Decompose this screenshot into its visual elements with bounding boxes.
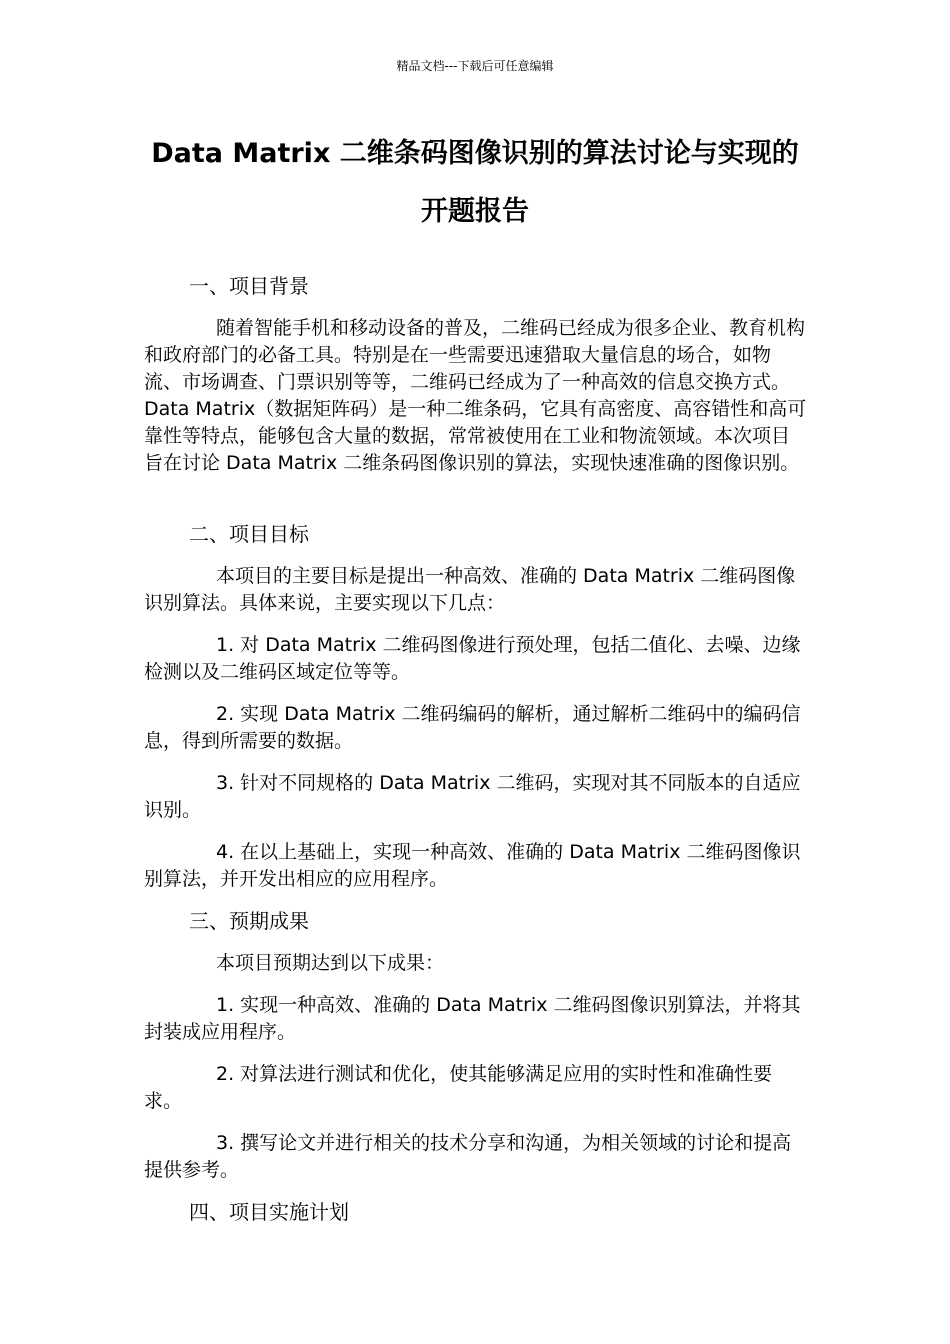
list-item-objective-3: 3. 针对不同规格的 Data Matrix 二维码，实现对其不同版本的自适应识别。 [144,772,801,821]
list-item-objective-4: 4. 在以上基础上，实现一种高效、准确的 Data Matrix 二维码图像识别算法，并开发出相应的应用程序。 [144,841,801,890]
list-item-result-1: 1. 实现一种高效、准确的 Data Matrix 二维码图像识别算法，并将其封装成应用程序。 [144,994,801,1043]
paragraph-objectives-intro: 本项目的主要目标是提出一种高效、准确的 Data Matrix 二维码图像识别算法。具体来说，主要实现以下几点： [144,565,796,614]
page-header-note: 精品文档---下载后可任意编辑 [396,59,554,73]
list-item-result-3: 3. 撰写论文并进行相关的技术分享和沟通，为相关领域的讨论和提高提供参考。 [144,1132,792,1181]
list-item-result-2: 2. 对算法进行测试和优化，使其能够满足应用的实时性和准确性要求。 [144,1063,773,1112]
section-heading-background: 一、项目背景 [189,274,309,298]
section-heading-implementation-plan: 四、项目实施计划 [189,1200,349,1224]
list-item-objective-1: 1. 对 Data Matrix 二维码图像进行预处理，包括二值化、去噪、边缘检测以及二维码区域定位等等。 [144,634,801,683]
paragraph-expected-results-intro: 本项目预期达到以下成果： [216,952,445,974]
section-heading-objectives: 二、项目目标 [189,522,309,546]
list-item-objective-2: 2. 实现 Data Matrix 二维码编码的解析，通过解析二维码中的编码信息，得到所需要的数据。 [144,703,801,752]
section-heading-expected-results: 三、预期成果 [189,909,309,933]
paragraph-background: 随着智能手机和移动设备的普及，二维码已经成为很多企业、教育机构和政府部门的必备工具。特别是在一些需要迅速猎取大量信息的场合，如物流、市场调查、门票识别等等，二维码已经成为了一种高效的信息交换方式。Data Matrix（数据矩阵码）是一种二维条码，它具有高密度、高容错性和高可靠性等特点，能够包含大量的数据，常常被使用在工业和物流领域。本次项目旨在讨论 Data Matrix 二维条码图像识别的算法，实现快速准确的图像识别。 [144,317,807,474]
document-title-line-1: Data Matrix 二维条码图像识别的算法讨论与实现的 [151,138,799,169]
document-title-line-2: 开题报告 [421,196,529,227]
